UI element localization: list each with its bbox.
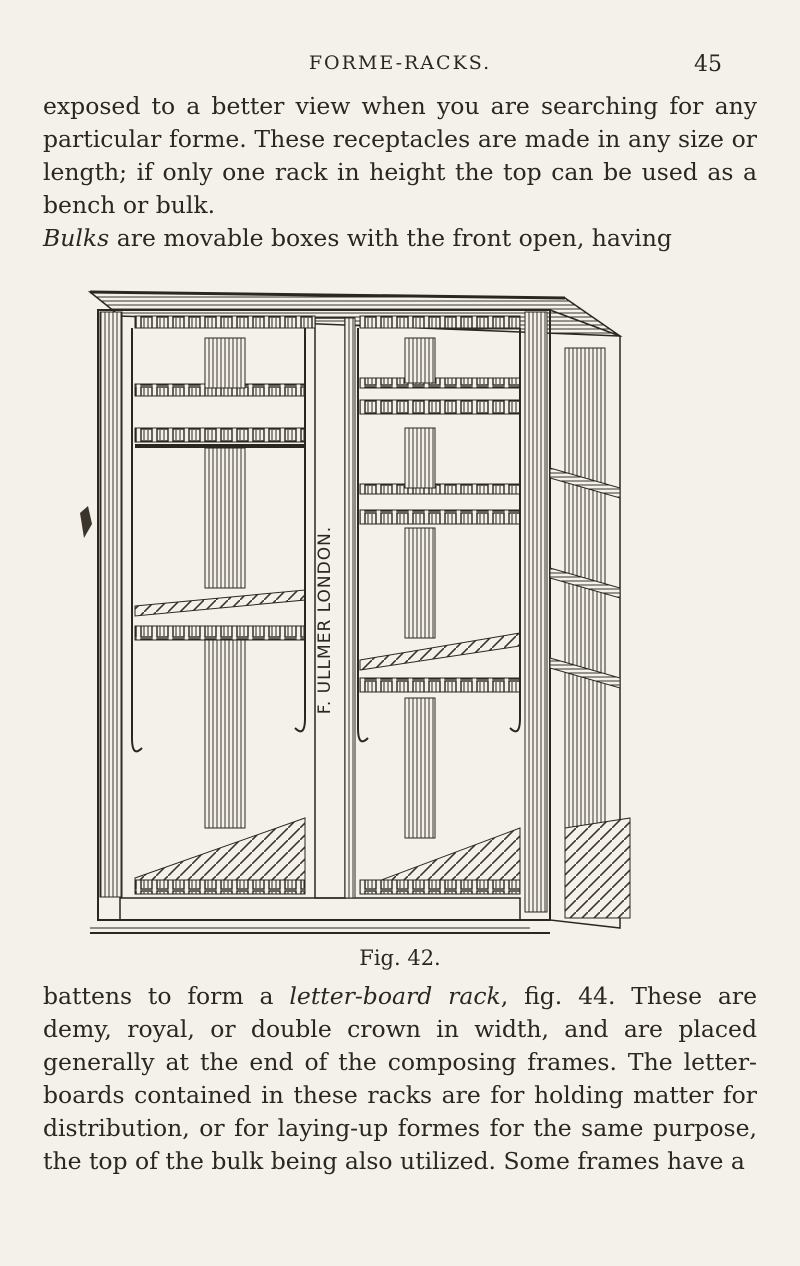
running-head: FORME-RACKS. bbox=[308, 52, 492, 74]
term-bulks: Bulks bbox=[43, 224, 110, 252]
paragraph-2 bbox=[43, 222, 757, 255]
term-letter-board-rack: letter-board rack bbox=[289, 982, 501, 1010]
page-number: 45 bbox=[694, 52, 722, 77]
figure-caption: Fig. 42. bbox=[359, 946, 441, 970]
paragraph-2-text: are movable boxes with the front open, having bbox=[109, 224, 672, 252]
paragraph-1: exposed to a better view when you are searching for any particular forme. These receptacles are made in any size or length; if only one rack in height the top can be used as a bench or bulk. bbox=[43, 92, 757, 219]
maker-stamp bbox=[310, 520, 340, 720]
stamp-text: F. ULLMER LONDON. bbox=[315, 525, 335, 715]
paragraph-3-text-a: battens to form a bbox=[43, 982, 290, 1010]
page-header bbox=[0, 52, 800, 82]
paragraph-3-text-b: , fig. 44. These are demy, royal, or double crown in width, and are placed generally at the end of the composing frames. The letter-boards contained in these racks are for holding matter for distribution, or for laying-up formes for the same purpose, the top of the bulk being also utilized. Some frames have a bbox=[43, 982, 757, 1175]
paragraph-3 bbox=[43, 980, 757, 1178]
forme-rack-illustration bbox=[60, 288, 740, 938]
